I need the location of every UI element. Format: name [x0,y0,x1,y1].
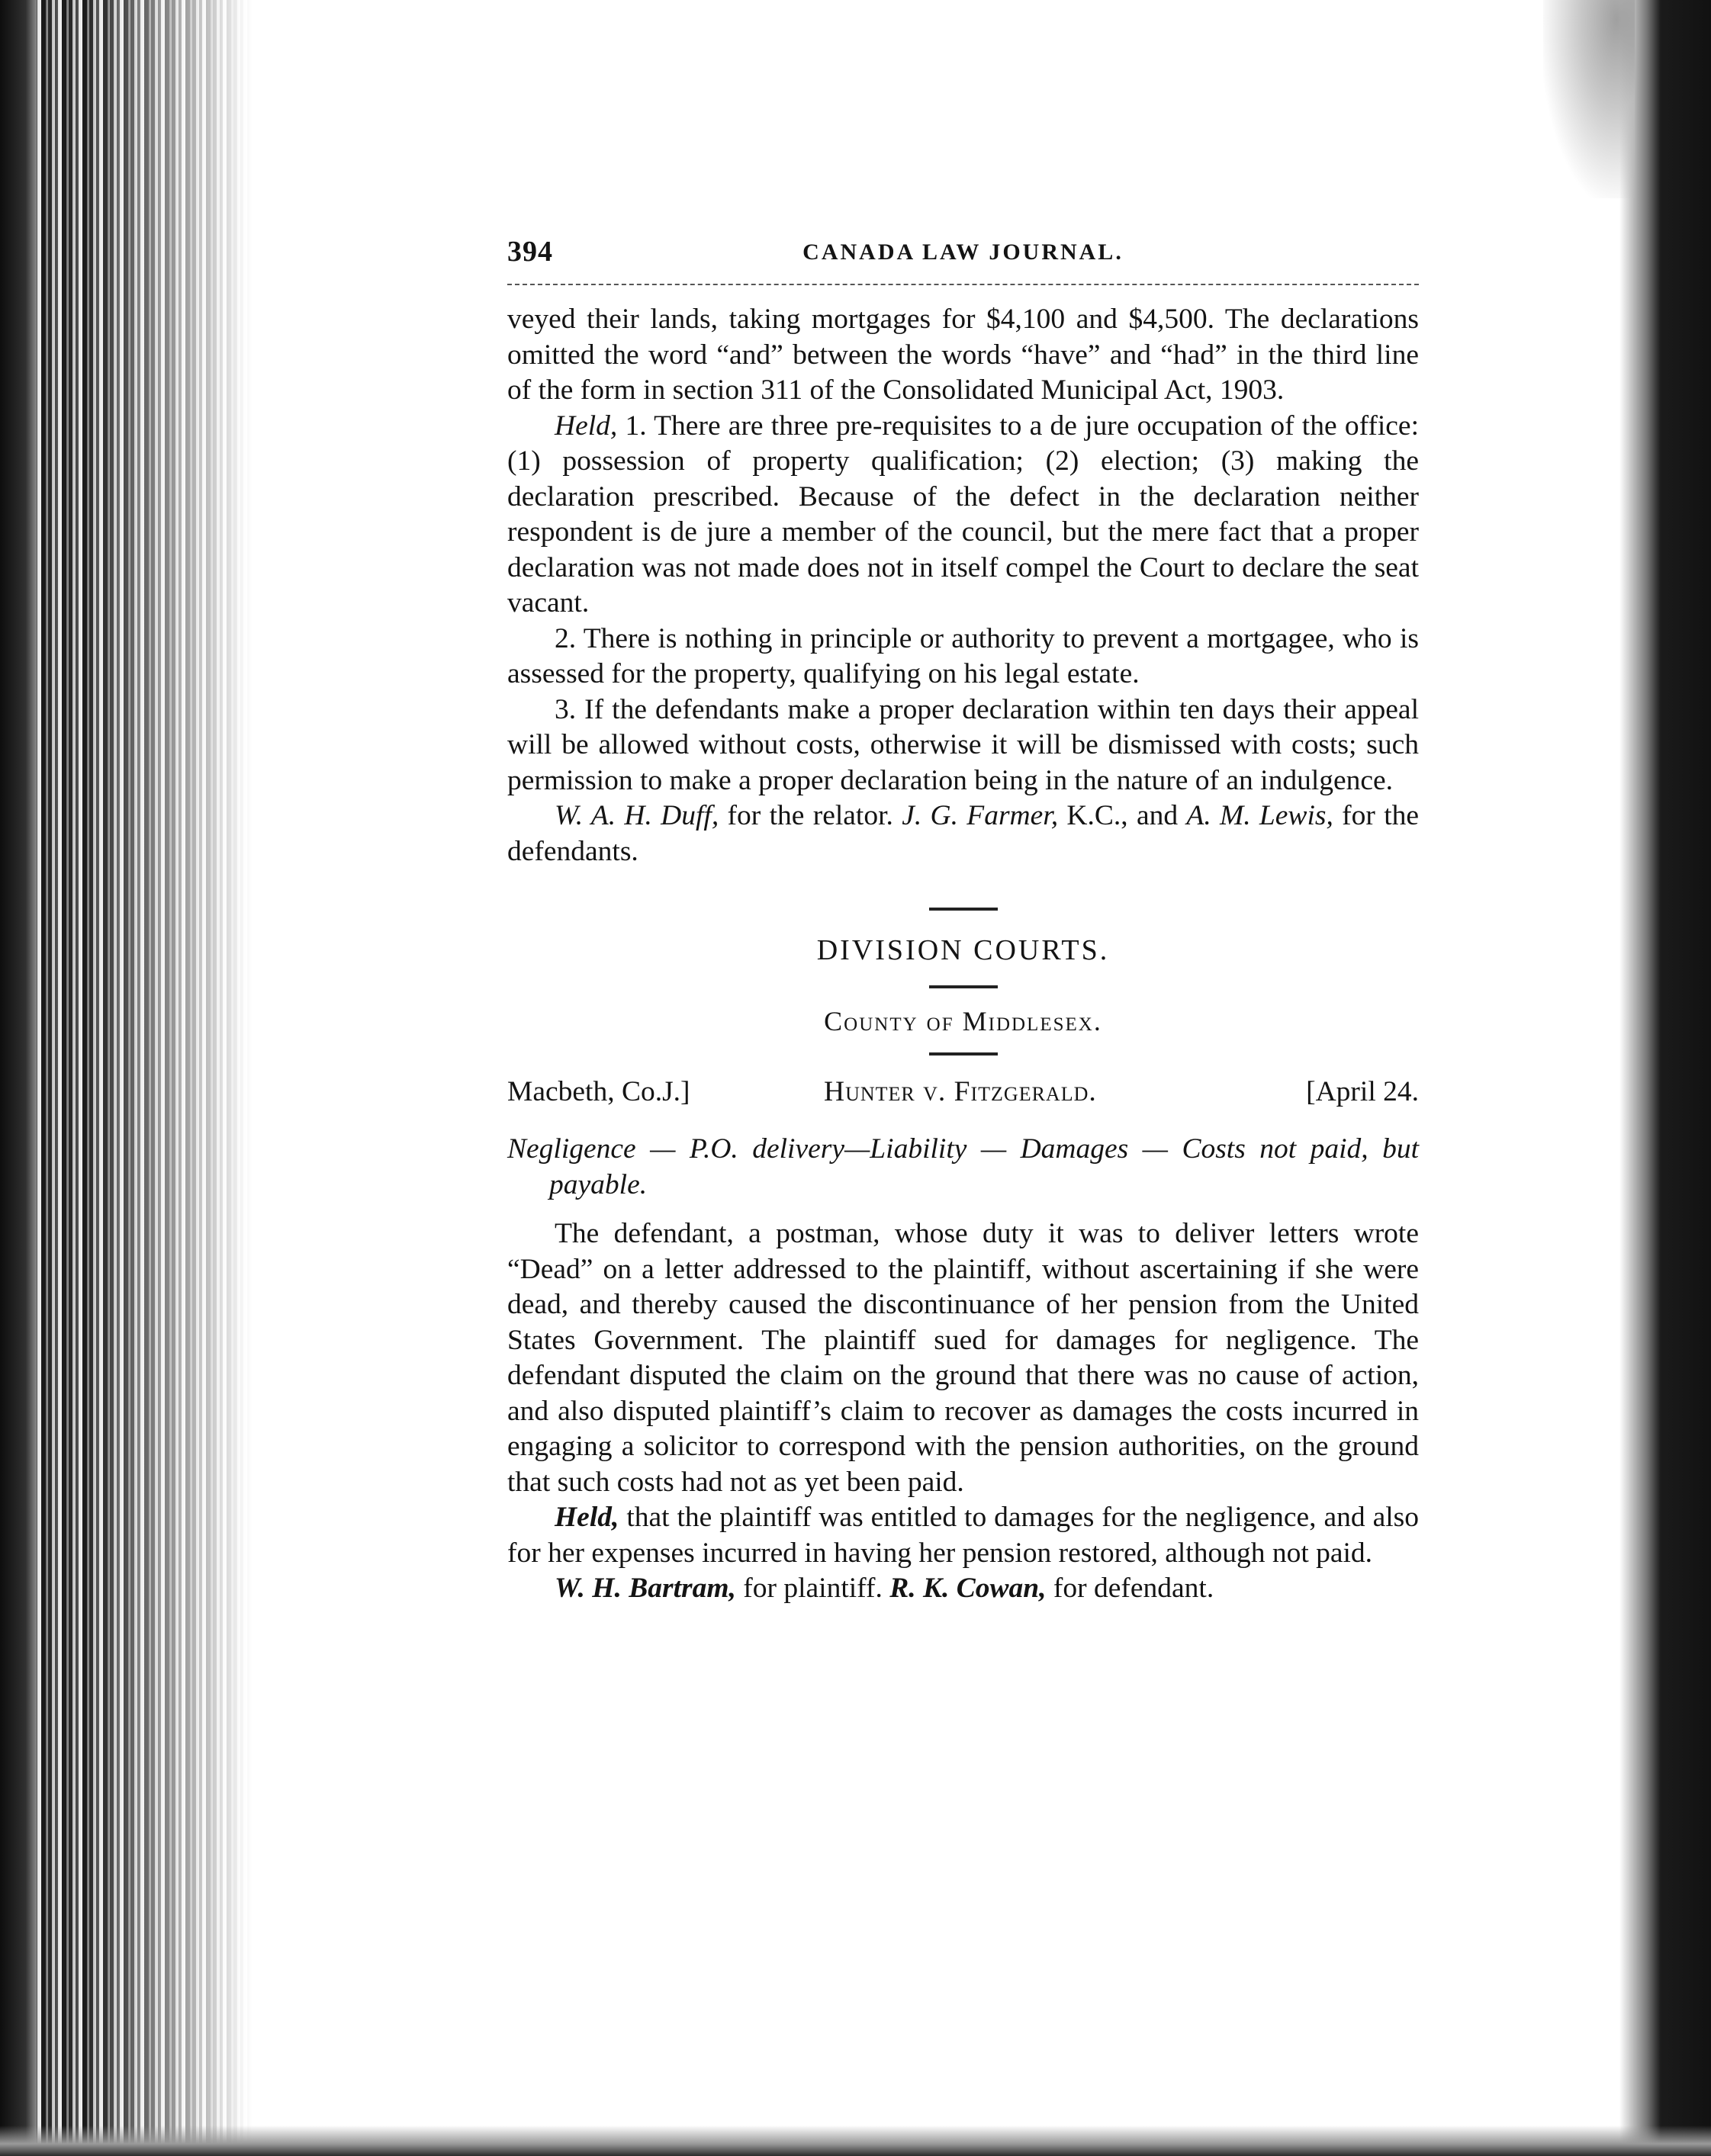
first-case-report [507,302,1419,869]
held-1-text: 1. There are three pre-requisites to a de jure occupation of the office: (1) possession of property qualification; (2) election; (3) making the declaration prescribed. Because of the defect in the declaration neither respondent is de jure a member of the council, but the mere fact that a proper declaration was not made does not in itself compel the Court to declare the seat vacant. [507,410,1419,619]
counsel-role: for the defendants. [507,800,1420,867]
case-name: Hunter v. Fitzgerald. [824,1076,1097,1107]
first-case-counsel [507,798,1419,869]
counsel-role: K.C., and [1058,800,1187,831]
second-case-held [507,1500,1419,1571]
scan-binding-shadow-left [0,0,252,2156]
section-rule [929,1052,998,1056]
counsel-name: W. H. Bartram, [555,1573,736,1604]
held-label: Held, [555,1502,619,1533]
header-rule [507,284,1419,285]
first-case-held-3: 3. If the defendants make a proper declaration within ten days their appeal will be allowed without costs, otherwise it will be dismissed with costs; such permission to make a proper declaration being in the nature of an indulgence. [507,693,1419,796]
section-rule [929,908,998,911]
counsel-role: for defendant. [1046,1573,1214,1604]
case-date: [April 24. [1306,1076,1419,1107]
journal-title: CANADA LAW JOURNAL. [802,239,1124,265]
running-head [507,229,1419,275]
held-text: that the plaintiff was entitled to damages for the negligence, and also for her expenses incurred in having her pension restored, although not paid. [507,1502,1419,1569]
case-caption [507,1075,1419,1121]
counsel-name: A. M. Lewis, [1186,800,1333,831]
first-case-held-2: 2. There is nothing in principle or authority to prevent a mortgagee, who is assessed for the property, qualifying on his legal estate. [507,622,1419,689]
counsel-name: R. K. Cowan, [889,1573,1047,1604]
counsel-name: J. G. Farmer, [902,800,1059,831]
counsel-role: for plaintiff. [735,1573,890,1604]
counsel-role: for the relator. [719,800,902,831]
scan-speckle-top-right [1543,0,1635,198]
section-subheading: County of Middlesex. [824,1006,1102,1036]
journal-page [507,229,1419,1607]
scan-edge-bottom [0,2125,1711,2156]
counsel-name: W. A. H. Duff, [555,800,719,831]
page-number: 394 [507,236,553,268]
second-case-counsel [507,1571,1419,1607]
section-heading: DIVISION COURTS. [816,934,1110,966]
held-label: Held, [555,410,618,442]
scan-binding-edge-left [0,0,37,2156]
case-judge: Macbeth, Co.J.] [507,1076,690,1107]
scan-binding-edge-right [1619,0,1711,2156]
second-case-facts: The defendant, a postman, whose duty it was to deliver letters wrote “Dead” on a letter addressed to the plaintiff, without ascertaining if she were dead, and thereby caused the discontinuance of her pension from the United States Government. The plaintiff sued for damages for negligence. The defendant disputed the claim on the ground that there was no cause of action, and also disputed plaintiff’s claim to recover as damages the costs incurred in engaging a solicitor to correspond with the pension authorities, on the ground that such costs had not as yet been paid. [507,1218,1419,1498]
section-rule [929,985,998,988]
second-case-report [507,1216,1419,1607]
first-case-held-1 [507,409,1419,622]
case-catchwords: Negligence — P.O. delivery—Liability — Damages — Costs not paid, but payable. [507,1133,1419,1200]
first-case-facts: veyed their lands, taking mortgages for $4,100 and $4,500. The declarations omitted the word “and” between the words “have” and “had” in the third line of the form in section 311 of the Consolidated Municipal Act, 1903. [507,304,1419,406]
